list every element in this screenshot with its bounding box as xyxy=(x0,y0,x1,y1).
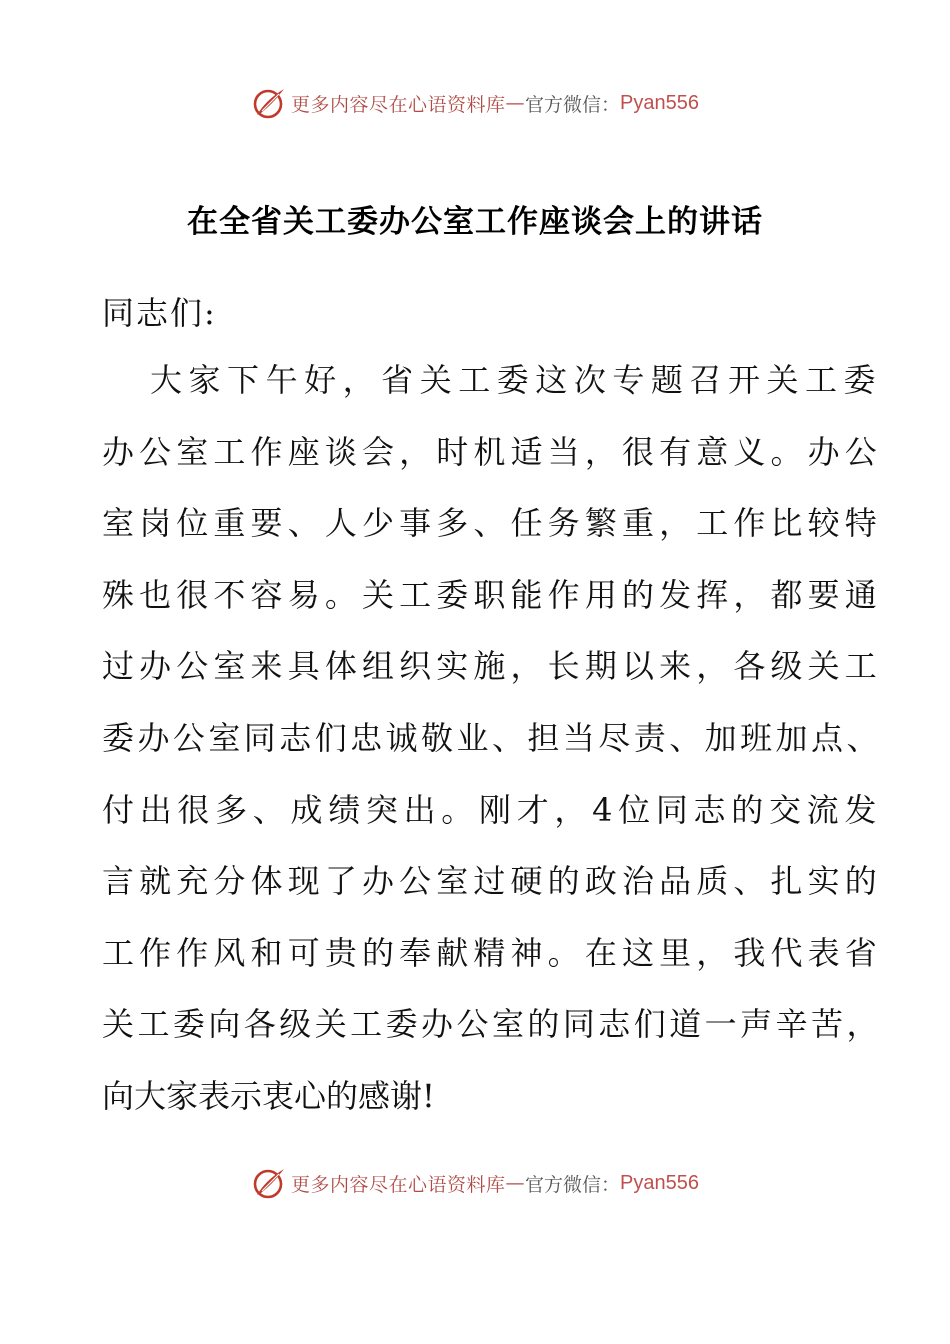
banner-promo-text: 更多内容尽在心语资料库 xyxy=(291,93,506,116)
banner-wechat-label: 官方微信： xyxy=(525,93,621,116)
banner-wechat-id: Pyan556 xyxy=(620,1171,699,1194)
body-line: 工作作风和可贵的奉献精神。在这里，我代表省 xyxy=(102,933,882,972)
banner-dash: — xyxy=(505,92,526,114)
body-line: 言就充分体现了办公室过硬的政治品质、扎实的 xyxy=(102,862,882,901)
body-line: 过办公室来具体组织实施，长期以来，各级关工 xyxy=(102,647,882,686)
document-title: 在全省关工委办公室工作座谈会上的讲话 xyxy=(187,204,763,240)
salutation: 同志们: xyxy=(102,294,217,332)
banner-wechat-id: Pyan556 xyxy=(620,91,699,114)
body-line: 付出很多、成绩突出。刚才，4位同志的交流发 xyxy=(102,790,883,829)
body-line: 大家下午好，省关工委这次专题召开关工委 xyxy=(150,361,883,399)
body-line: 关工委向各级关工委办公室的同志们道一声辛苦， xyxy=(102,1005,882,1044)
banner-wechat-label: 官方微信： xyxy=(525,1173,621,1196)
speech-body xyxy=(102,348,882,1136)
body-line: 殊也很不容易。关工委职能作用的发挥，都要通 xyxy=(102,575,882,614)
footer-banner xyxy=(0,1163,950,1203)
body-line: 室岗位重要、人少事多、任务繁重，工作比较特 xyxy=(102,504,882,543)
body-line: 委办公室同志们忠诚敬业、担当尽责、加班加点、 xyxy=(102,718,882,757)
quill-logo-icon xyxy=(251,1165,287,1201)
body-line: 办公室工作座谈会，时机适当，很有意义。办公 xyxy=(102,432,882,471)
banner-dash: — xyxy=(505,1172,526,1194)
quill-logo-icon xyxy=(251,85,287,121)
banner-promo-text: 更多内容尽在心语资料库 xyxy=(291,1173,506,1196)
header-banner xyxy=(0,83,950,123)
body-line: 向大家表示衷心的感谢! xyxy=(102,1076,435,1115)
